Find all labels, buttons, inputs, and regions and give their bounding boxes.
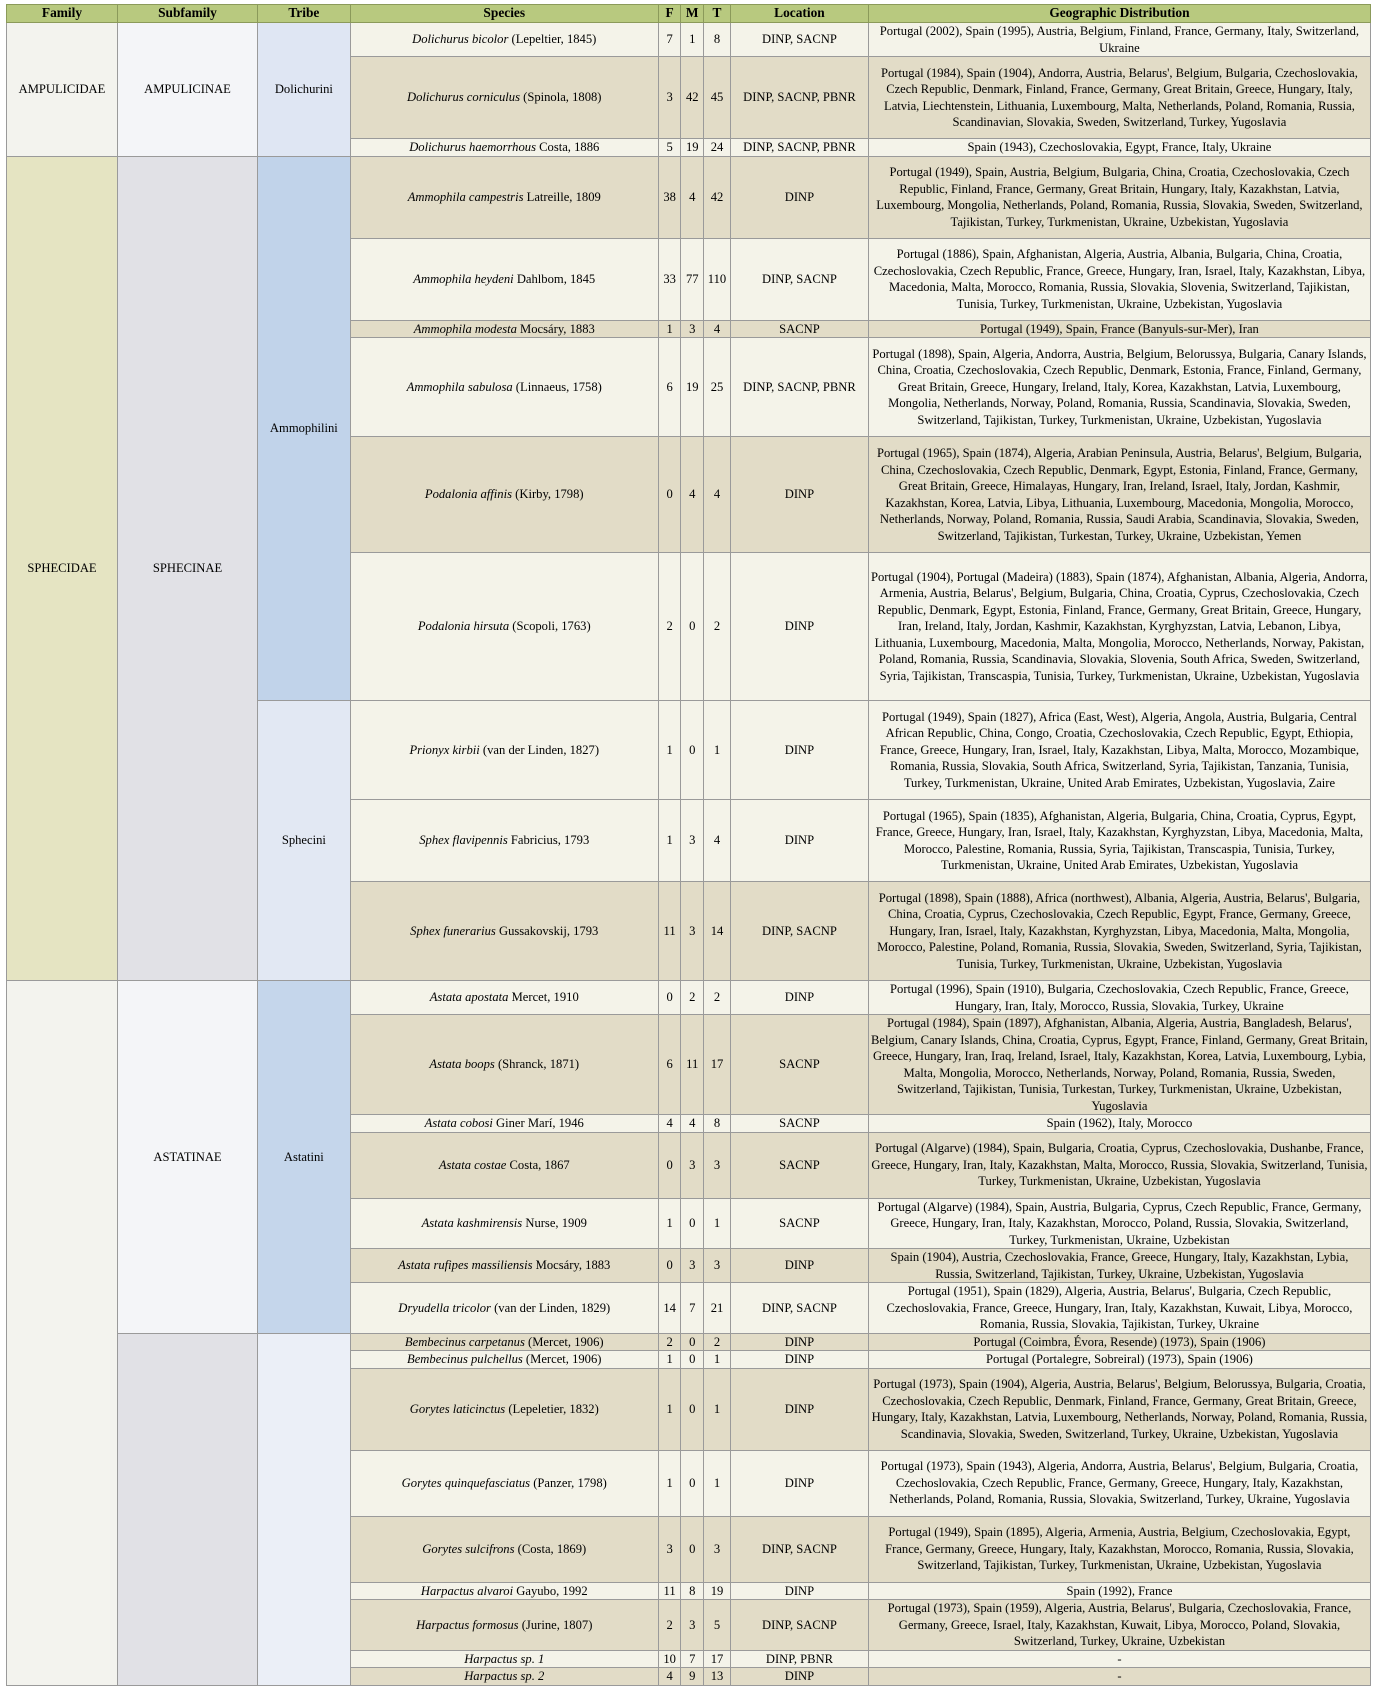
species-name: Podalonia hirsuta (417, 619, 510, 634)
species-author: (Mercet, 1906) (522, 1352, 602, 1366)
species-author: Costa, 1886 (535, 140, 600, 154)
total-count: 3 (704, 1516, 731, 1582)
male-count: 8 (681, 1582, 704, 1600)
total-count: 8 (704, 23, 731, 57)
total-count: 2 (704, 981, 731, 1015)
distribution-cell: Portugal (1973), Spain (1904), Algeria, Austria, Belarus', Belgium, Belorussya, Bulgaria, Croatia, Czechoslovakia, Czech Republic, Denmark, Finland, France, Germany, Great Britain, Greece, Hungary, Italy, Kazakhstan, Latvia, Luxembourg, Netherlands, Norway, Poland, Romania, Russia, Scandinavia, Slovakia, Sweden, Switzerland, Turkey, Ukraine, Uzbekistan, Yugoslavia (868, 1368, 1370, 1450)
species-cell (350, 156, 658, 238)
species-name: Harpactus formosus (416, 1617, 519, 1632)
male-count: 7 (681, 1650, 704, 1668)
male-count: 0 (681, 1450, 704, 1516)
total-count: 1 (704, 1351, 731, 1369)
header-row (7, 5, 1371, 23)
species-cell (350, 437, 658, 553)
total-count: 8 (704, 1115, 731, 1133)
distribution-cell: Portugal (1996), Spain (1910), Bulgaria, Czechoslovakia, Czech Republic, France, Greece, Hungary, Iran, Italy, Morocco, Russia, Slovakia, Turkey, Ukraine (868, 981, 1370, 1015)
location-cell: DINP (730, 553, 868, 701)
female-count: 7 (658, 23, 681, 57)
species-cell (350, 1650, 658, 1668)
male-count: 3 (681, 320, 704, 338)
location-cell: DINP (730, 1351, 868, 1369)
species-name: Dryudella tricolor (398, 1300, 491, 1315)
family-cell: SPHECIDAE (7, 156, 118, 981)
total-count: 14 (704, 882, 731, 981)
male-count: 1 (681, 23, 704, 57)
female-count: 4 (658, 1115, 681, 1133)
species-cell (350, 1450, 658, 1516)
location-cell: DINP (730, 1668, 868, 1686)
location-cell: DINP (730, 701, 868, 800)
species-author: Mocsáry, 1883 (532, 1258, 611, 1273)
species-name: Gorytes sulcifrons (422, 1541, 515, 1556)
location-cell: DINP (730, 437, 868, 553)
species-author: (van der Linden, 1827) (479, 742, 600, 757)
female-count: 3 (658, 57, 681, 139)
species-author: (Spinola, 1808) (519, 90, 602, 105)
distribution-cell: Spain (1992), France (868, 1582, 1370, 1600)
species-cell (350, 1198, 658, 1249)
species-name: Ammophila campestris (407, 189, 524, 204)
distribution-cell: Portugal (1904), Portugal (Madeira) (1883), Spain (1874), Afghanistan, Albania, Algeria, Andorra, Armenia, Austria, Belarus', Belgium, Bulgaria, China, Croatia, Cyprus, Czechoslovakia, Czech Republic, Denmark, Egypt, Estonia, Finland, France, Germany, Great Britain, Greece, Hungary, Iran, Ireland, Italy, Jordan, Kashmir, Kazakhstan, Kyrghyzstan, Latvia, Lebanon, Libya, Lithuania, Luxembourg, Macedonia, Malta, Mongolia, Morocco, Netherlands, Norway, Pakistan, Poland, Romania, Russia, Scandinavia, Slovakia, Slovenia, South Africa, Sweden, Switzerland, Syria, Tajikistan, Transcaspia, Tunisia, Turkey, Turkmenistan, Ukraine, Uzbekistan, Yugoslavia (868, 553, 1370, 701)
distribution-cell: Portugal (Coimbra, Évora, Resende) (1973), Spain (1906) (868, 1333, 1370, 1351)
species-name: Astata rufipes massiliensis (398, 1258, 533, 1273)
tribe-cell: Sphecini (258, 701, 351, 981)
species-name: Dolichurus corniculus (406, 90, 520, 105)
location-cell: DINP (730, 1249, 868, 1283)
male-count: 2 (681, 981, 704, 1015)
header-subfamily: Subfamily (117, 5, 257, 23)
species-author: (Jurine, 1807) (518, 1617, 593, 1632)
female-count: 3 (658, 1516, 681, 1582)
male-count: 3 (681, 1249, 704, 1283)
location-cell: SACNP (730, 1015, 868, 1115)
table-row (7, 23, 1371, 57)
male-count: 9 (681, 1668, 704, 1686)
total-count: 2 (704, 553, 731, 701)
tribe-cell: Dolichurini (258, 23, 351, 157)
header-family: Family (7, 5, 118, 23)
total-count: 17 (704, 1650, 731, 1668)
distribution-cell: Spain (1962), Italy, Morocco (868, 1115, 1370, 1133)
male-count: 0 (681, 1368, 704, 1450)
species-cell (350, 57, 658, 139)
total-count: 4 (704, 320, 731, 338)
female-count: 1 (658, 800, 681, 882)
total-count: 5 (704, 1600, 731, 1651)
species-author: Giner Marí, 1946 (492, 1116, 584, 1130)
species-author: Harpactus sp. 2 (464, 1669, 545, 1683)
distribution-cell: - (868, 1650, 1370, 1668)
male-count: 42 (681, 57, 704, 139)
female-count: 2 (658, 1333, 681, 1351)
distribution-cell: Portugal (1951), Spain (1829), Algeria, Austria, Belarus', Bulgaria, Czech Republic, Czechoslovakia, France, Greece, Hungary, Iran, Italy, Kazakhstan, Kuwait, Libya, Morocco, Romania, Russia, Slovakia, Tajikistan, Turkey, Ukraine (868, 1283, 1370, 1334)
species-author: Gussakovskij, 1793 (495, 923, 599, 938)
male-count: 0 (681, 553, 704, 701)
tribe-cell: Astatini (258, 981, 351, 1334)
species-name: Ammophila sabulosa (406, 379, 513, 394)
location-cell: DINP (730, 1333, 868, 1351)
species-cell (350, 701, 658, 800)
distribution-cell: Portugal (2002), Spain (1995), Austria, Belgium, Finland, France, Germany, Italy, Switzerland, Ukraine (868, 23, 1370, 57)
species-name: Astata apostata (429, 990, 509, 1005)
species-name: Podalonia affinis (424, 487, 513, 502)
female-count: 1 (658, 1198, 681, 1249)
species-cell (350, 981, 658, 1015)
species-author: Nurse, 1909 (522, 1216, 587, 1230)
species-author: Mocsáry, 1883 (516, 321, 595, 336)
species-cell (350, 1132, 658, 1198)
female-count: 0 (658, 1249, 681, 1283)
species-cell (350, 139, 658, 157)
table-row (7, 1333, 1371, 1351)
location-cell: DINP, SACNP, PBNR (730, 338, 868, 437)
location-cell: DINP (730, 1582, 868, 1600)
location-cell: SACNP (730, 1132, 868, 1198)
total-count: 3 (704, 1132, 731, 1198)
header-m: M (681, 5, 704, 23)
male-count: 19 (681, 139, 704, 157)
species-cell (350, 1368, 658, 1450)
species-name: Ammophila heydeni (413, 271, 514, 286)
family-cell (7, 981, 118, 1686)
male-count: 77 (681, 238, 704, 320)
species-cell (350, 1600, 658, 1651)
species-name: Bembecinus carpetanus (404, 1334, 525, 1349)
female-count: 11 (658, 1582, 681, 1600)
distribution-cell: Portugal (1984), Spain (1897), Afghanistan, Albania, Algeria, Austria, Bangladesh, Belarus', Belgium, Canary Islands, China, Croatia, Cyprus, Egypt, France, Finland, Germany, Great Britain, Greece, Hungary, Iran, Iraq, Ireland, Israel, Italy, Kazakhstan, Korea, Latvia, Luxembourg, Lybia, Malta, Mongolia, Morocco, Netherlands, Norway, Poland, Romania, Russia, Sweden, Switzerland, Tajikistan, Tunisia, Turkestan, Turkey, Turkmenistan, Ukraine, Uzbekistan, Yugoslavia (868, 1015, 1370, 1115)
distribution-cell: Portugal (1949), Spain (1827), Africa (East, West), Algeria, Angola, Austria, Bulgaria, Central African Republic, China, Congo, Croatia, Czechoslovakia, Czech Republic, Egypt, Ethiopia, France, Greece, Hungary, Iran, Israel, Italy, Kazakhstan, Libya, Malta, Morocco, Mozambique, Romania, Russia, Slovakia, South Africa, Switzerland, Syria, Tajikistan, Tanzania, Tunisia, Turkey, Turkmenistan, Ukraine, United Arab Emirates, Uzbekistan, Yugoslavia, Zaire (868, 701, 1370, 800)
female-count: 0 (658, 1132, 681, 1198)
subfamily-cell (117, 1333, 257, 1685)
species-cell (350, 553, 658, 701)
location-cell: DINP (730, 1368, 868, 1450)
distribution-cell: Portugal (1886), Spain, Afghanistan, Algeria, Austria, Albania, Bulgaria, China, Croatia, Czechoslovakia, Czech Republic, France, Greece, Hungary, Iran, Israel, Italy, Kazakhstan, Libya, Macedonia, Malta, Morocco, Romania, Russia, Slovakia, Slovenia, Switzerland, Tajikistan, Tunisia, Turkey, Turkmenistan, Ukraine, Uzbekistan, Yugoslavia (868, 238, 1370, 320)
species-cell (350, 800, 658, 882)
distribution-cell: Spain (1943), Czechoslovakia, Egypt, France, Italy, Ukraine (868, 139, 1370, 157)
total-count: 4 (704, 800, 731, 882)
species-cell (350, 1333, 658, 1351)
species-name: Dolichurus haemorrhous (409, 140, 536, 154)
male-count: 3 (681, 882, 704, 981)
total-count: 1 (704, 1368, 731, 1450)
header-distribution: Geographic Distribution (868, 5, 1370, 23)
species-cell (350, 1015, 658, 1115)
species-author: (Mercet, 1906) (524, 1334, 604, 1349)
total-count: 24 (704, 139, 731, 157)
species-name: Harpactus alvaroi (420, 1583, 514, 1598)
distribution-cell: Portugal (1965), Spain (1835), Afghanistan, Algeria, Bulgaria, China, Croatia, Cyprus, Egypt, France, Greece, Hungary, Iran, Israel, Italy, Kazakhstan, Kyrghyzstan, Libya, Macedonia, Malta, Morocco, Palestine, Romania, Russia, Syria, Tajikistan, Transcaspia, Tunisia, Turkey, Turkmenistan, Ukraine, United Arab Emirates, Uzbekistan, Yugoslavia (868, 800, 1370, 882)
female-count: 1 (658, 1450, 681, 1516)
table-row (7, 156, 1371, 238)
total-count: 4 (704, 437, 731, 553)
species-table (6, 4, 1371, 1686)
male-count: 4 (681, 437, 704, 553)
species-author: (Lepeletier, 1832) (505, 1401, 599, 1416)
species-name: Gorytes quinquefasciatus (401, 1475, 531, 1490)
distribution-cell: Portugal (Portalegre, Sobreiral) (1973), Spain (1906) (868, 1351, 1370, 1369)
species-author: (Kirby, 1798) (512, 487, 584, 502)
species-cell (350, 1668, 658, 1686)
male-count: 0 (681, 1198, 704, 1249)
species-name: Astata costae (438, 1157, 507, 1172)
table-row (7, 981, 1371, 1015)
male-count: 19 (681, 338, 704, 437)
species-name: Ammophila modesta (413, 321, 517, 336)
male-count: 0 (681, 1516, 704, 1582)
header-t: T (704, 5, 731, 23)
male-count: 0 (681, 701, 704, 800)
species-cell (350, 238, 658, 320)
female-count: 2 (658, 553, 681, 701)
total-count: 13 (704, 1668, 731, 1686)
location-cell: DINP, SACNP (730, 23, 868, 57)
distribution-cell: Portugal (1984), Spain (1904), Andorra, Austria, Belarus', Belgium, Bulgaria, Czechoslovakia, Czech Republic, Denmark, Finland, France, Germany, Great Britain, Greece, Hungary, Italy, Latvia, Liechtenstein, Lithuania, Luxembourg, Malta, Netherlands, Poland, Romania, Russia, Scandinavian, Slovakia, Sweden, Switzerland, Turkey, Yugoslavia (868, 57, 1370, 139)
location-cell: SACNP (730, 1115, 868, 1133)
female-count: 4 (658, 1668, 681, 1686)
distribution-cell: - (868, 1668, 1370, 1686)
total-count: 1 (704, 1198, 731, 1249)
distribution-cell: Portugal (Algarve) (1984), Spain, Bulgaria, Croatia, Cyprus, Czechoslovakia, Dushanbe, France, Greece, Hungary, Iran, Italy, Kazakhstan, Malta, Morocco, Russia, Slovakia, Switzerland, Tunisia, Turkey, Turkmenistan, Ukraine, Uzbekistan, Yugoslavia (868, 1132, 1370, 1198)
total-count: 3 (704, 1249, 731, 1283)
species-name: Bembecinus pulchellus (407, 1352, 523, 1366)
female-count: 1 (658, 320, 681, 338)
species-author: (Lepeltier, 1845) (508, 32, 597, 47)
male-count: 4 (681, 156, 704, 238)
header-location: Location (730, 5, 868, 23)
distribution-cell: Portugal (1973), Spain (1943), Algeria, Andorra, Austria, Belarus', Belgium, Bulgaria, Croatia, Czechoslovakia, Czech Republic, France, Germany, Greece, Hungary, Italy, Kazakhstan, Netherlands, Poland, Romania, Russia, Slovakia, Switzerland, Turkey, Ukraine, Yugoslavia (868, 1450, 1370, 1516)
female-count: 2 (658, 1600, 681, 1651)
total-count: 25 (704, 338, 731, 437)
location-cell: DINP, SACNP (730, 1283, 868, 1334)
species-cell (350, 23, 658, 57)
location-cell: DINP, SACNP (730, 882, 868, 981)
tribe-cell: Ammophilini (258, 156, 351, 701)
male-count: 7 (681, 1283, 704, 1334)
species-author: (Costa, 1869) (514, 1541, 587, 1556)
species-name: Gorytes laticinctus (409, 1401, 506, 1416)
species-cell (350, 1249, 658, 1283)
species-author: Latreille, 1809 (523, 189, 601, 204)
species-cell (350, 882, 658, 981)
distribution-cell: Portugal (1973), Spain (1959), Algeria, Austria, Belarus', Bulgaria, Czechoslovakia, France, Germany, Greece, Israel, Italy, Kazakhstan, Kuwait, Libya, Morocco, Poland, Slovakia, Switzerland, Turkey, Ukraine, Uzbekistan (868, 1600, 1370, 1651)
location-cell: DINP, PBNR (730, 1650, 868, 1668)
tribe-cell (258, 1333, 351, 1685)
total-count: 21 (704, 1283, 731, 1334)
location-cell: DINP (730, 800, 868, 882)
species-cell (350, 338, 658, 437)
female-count: 6 (658, 1015, 681, 1115)
location-cell: DINP (730, 156, 868, 238)
distribution-cell: Portugal (1949), Spain (1895), Algeria, Armenia, Austria, Belgium, Czechoslovakia, Egypt, France, Germany, Greece, Hungary, Italy, Kazakhstan, Morocco, Romania, Russia, Slovakia, Switzerland, Tajikistan, Turkey, Turkmenistan, Ukraine, Uzbekistan, Yugoslavia (868, 1516, 1370, 1582)
species-name: Sphex flavipennis (419, 833, 508, 848)
total-count: 19 (704, 1582, 731, 1600)
female-count: 11 (658, 882, 681, 981)
total-count: 1 (704, 1450, 731, 1516)
location-cell: DINP, SACNP, PBNR (730, 139, 868, 157)
species-author: Gayubo, 1992 (513, 1583, 588, 1598)
male-count: 0 (681, 1333, 704, 1351)
distribution-cell: Portugal (1965), Spain (1874), Algeria, Arabian Peninsula, Austria, Belarus', Belgium, Bulgaria, China, Czechoslovakia, Czech Republic, Denmark, Egypt, Estonia, Finland, France, Germany, Great Britain, Greece, Himalayas, Hungary, Iran, Ireland, Israel, Italy, Jordan, Kashmir, Kazakhstan, Korea, Latvia, Libya, Lithuania, Luxembourg, Macedonia, Mongolia, Morocco, Netherlands, Norway, Poland, Romania, Russia, Saudi Arabia, Scandinavia, Slovakia, Sweden, Switzerland, Tajikistan, Turkestan, Turkey, Ukraine, Uzbekistan, Yemen (868, 437, 1370, 553)
species-name: Sphex funerarius (410, 923, 496, 938)
species-author: (Scopoli, 1763) (509, 619, 591, 634)
female-count: 0 (658, 981, 681, 1015)
distribution-cell: Portugal (1949), Spain, Austria, Belgium, Bulgaria, China, Croatia, Czechoslovakia, Czech Republic, Finland, France, Germany, Great Britain, Hungary, Italy, Kazakhstan, Latvia, Luxembourg, Mongolia, Netherlands, Poland, Romania, Russia, Slovakia, Sweden, Switzerland, Tajikistan, Turkey, Turkmenistan, Ukraine, Uzbekistan, Yugoslavia (868, 156, 1370, 238)
male-count: 3 (681, 1600, 704, 1651)
male-count: 0 (681, 1351, 704, 1369)
female-count: 5 (658, 139, 681, 157)
total-count: 17 (704, 1015, 731, 1115)
species-cell (350, 1351, 658, 1369)
species-author: (Panzer, 1798) (530, 1475, 607, 1490)
species-name: Astata kashmirensis (421, 1216, 523, 1230)
subfamily-cell: AMPULICINAE (117, 23, 257, 157)
species-name: Dolichurus bicolor (412, 32, 509, 47)
species-author: (Shranck, 1871) (494, 1057, 580, 1072)
male-count: 3 (681, 800, 704, 882)
female-count: 38 (658, 156, 681, 238)
species-cell (350, 1115, 658, 1133)
species-cell (350, 1516, 658, 1582)
distribution-cell: Portugal (1949), Spain, France (Banyuls-sur-Mer), Iran (868, 320, 1370, 338)
female-count: 14 (658, 1283, 681, 1334)
family-cell: AMPULICIDAE (7, 23, 118, 157)
total-count: 2 (704, 1333, 731, 1351)
total-count: 110 (704, 238, 731, 320)
male-count: 3 (681, 1132, 704, 1198)
distribution-cell: Spain (1904), Austria, Czechoslovakia, France, Greece, Hungary, Italy, Kazakhstan, Lybia, Russia, Switzerland, Tajikistan, Turkey, Ukraine, Uzbekistan, Yugoslavia (868, 1249, 1370, 1283)
female-count: 6 (658, 338, 681, 437)
distribution-cell: Portugal (1898), Spain, Algeria, Andorra, Austria, Belgium, Belorussya, Bulgaria, Canary Islands, China, Croatia, Czechoslovakia, Czech Republic, Denmark, Estonia, France, Finland, Germany, Great Britain, Greece, Hungary, Ireland, Italy, Korea, Kazakhstan, Latvia, Luxembourg, Mongolia, Netherlands, Norway, Poland, Romania, Russia, Scandinavia, Slovakia, Sweden, Switzerland, Tajikistan, Turkey, Turkmenistan, Ukraine, Uzbekistan, Yugoslavia (868, 338, 1370, 437)
species-author: Fabricius, 1793 (507, 833, 590, 848)
male-count: 11 (681, 1015, 704, 1115)
female-count: 1 (658, 1368, 681, 1450)
species-cell (350, 1283, 658, 1334)
distribution-cell: Portugal (1898), Spain (1888), Africa (northwest), Albania, Algeria, Austria, Belarus', Bulgaria, China, Croatia, Cyprus, Czechoslovakia, Czech Republic, Egypt, France, Germany, Greece, Hungary, Iran, Israel, Italy, Kazakhstan, Kyrghyzstan, Libya, Macedonia, Malta, Mongolia, Morocco, Palestine, Poland, Romania, Russia, Slovakia, Sweden, Switzerland, Syria, Tajikistan, Tunisia, Turkey, Turkmenistan, Ukraine, Uzbekistan, Yugoslavia (868, 882, 1370, 981)
species-name: Prionyx kirbii (409, 742, 480, 757)
location-cell: DINP (730, 981, 868, 1015)
species-author: Mercet, 1910 (508, 990, 579, 1005)
female-count: 1 (658, 1351, 681, 1369)
species-cell (350, 1582, 658, 1600)
location-cell: DINP, SACNP, PBNR (730, 57, 868, 139)
female-count: 33 (658, 238, 681, 320)
species-author: Dahlbom, 1845 (513, 271, 596, 286)
header-species: Species (350, 5, 658, 23)
location-cell: SACNP (730, 1198, 868, 1249)
species-name: Astata boops (429, 1057, 495, 1072)
species-author: Harpactus sp. 1 (464, 1651, 545, 1666)
location-cell: DINP, SACNP (730, 1600, 868, 1651)
location-cell: SACNP (730, 320, 868, 338)
male-count: 4 (681, 1115, 704, 1133)
subfamily-cell: ASTATINAE (117, 981, 257, 1334)
female-count: 0 (658, 437, 681, 553)
species-author: (van der Linden, 1829) (490, 1300, 611, 1315)
location-cell: DINP (730, 1450, 868, 1516)
species-cell (350, 320, 658, 338)
location-cell: DINP, SACNP (730, 1516, 868, 1582)
subfamily-cell: SPHECINAE (117, 156, 257, 981)
distribution-cell: Portugal (Algarve) (1984), Spain, Austria, Bulgaria, Cyprus, Czech Republic, France, Germany, Greece, Hungary, Iran, Italy, Kazakhstan, Morocco, Poland, Russia, Slovakia, Switzerland, Turkey, Turkmenistan, Ukraine, Uzbekistan (868, 1198, 1370, 1249)
species-author: Costa, 1867 (506, 1157, 570, 1172)
total-count: 42 (704, 156, 731, 238)
female-count: 1 (658, 701, 681, 800)
female-count: 10 (658, 1650, 681, 1668)
location-cell: DINP, SACNP (730, 238, 868, 320)
species-name: Astata cobosi (424, 1116, 493, 1130)
header-tribe: Tribe (258, 5, 351, 23)
total-count: 45 (704, 57, 731, 139)
header-f: F (658, 5, 681, 23)
species-author: (Linnaeus, 1758) (512, 379, 602, 394)
total-count: 1 (704, 701, 731, 800)
